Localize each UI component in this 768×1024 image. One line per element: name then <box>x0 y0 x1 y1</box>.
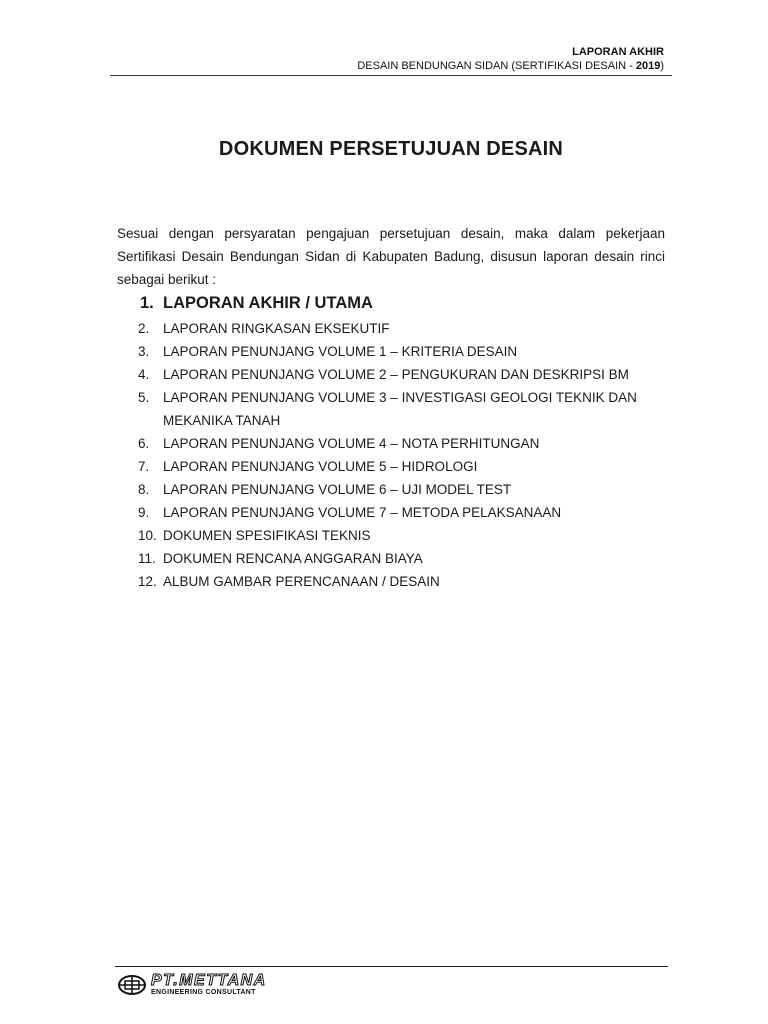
list-item-number: 2. <box>138 321 150 336</box>
document-list <box>117 290 677 593</box>
list-item-text: LAPORAN PENUNJANG VOLUME 3 – INVESTIGASI GEOLOGI TEKNIK DAN MEKANIKA TANAH <box>163 390 637 428</box>
list-item <box>117 547 677 570</box>
list-item <box>117 478 677 501</box>
list-item <box>117 570 677 593</box>
project-line-suffix: ) <box>660 60 664 72</box>
list-item-text: LAPORAN PENUNJANG VOLUME 7 – METODA PELAKSANAAN <box>163 505 562 520</box>
list-item-text: LAPORAN PENUNJANG VOLUME 5 – HIDROLOGI <box>163 459 478 474</box>
footer-divider <box>115 966 668 967</box>
page-title: DOKUMEN PERSETUJUAN DESAIN <box>218 138 564 160</box>
list-item-text: LAPORAN PENUNJANG VOLUME 4 – NOTA PERHITUNGAN <box>163 436 540 451</box>
mettana-logo-icon <box>117 974 147 996</box>
page-header <box>110 45 664 73</box>
list-item-number: 4. <box>138 367 150 382</box>
company-tagline: ENGINEERING CONSULTANT <box>151 989 256 996</box>
project-line-prefix: DESAIN BENDUNGAN SIDAN (SERTIFIKASI DESAIN - <box>357 60 636 72</box>
list-item-number: 11. <box>138 551 156 566</box>
list-item <box>117 363 677 386</box>
list-item-number: 1. <box>140 294 154 312</box>
list-item-text: LAPORAN PENUNJANG VOLUME 6 – UJI MODEL TEST <box>163 482 512 497</box>
list-item <box>117 317 677 340</box>
list-item-text: DOKUMEN RENCANA ANGGARAN BIAYA <box>163 551 423 566</box>
list-item-text: LAPORAN AKHIR / UTAMA <box>163 294 373 312</box>
list-item-text: DOKUMEN SPESIFIKASI TEKNIS <box>163 528 371 543</box>
project-year: 2019 <box>635 60 661 72</box>
list-item-number: 3. <box>138 344 150 359</box>
list-item-number: 7. <box>138 459 150 474</box>
list-item-text: LAPORAN RINGKASAN EKSEKUTIF <box>163 321 390 336</box>
list-item <box>117 386 677 432</box>
intro-paragraph: Sesuai dengan persyaratan pengajuan persetujuan desain, maka dalam pekerjaan Sertifikasi Desain Bendungan Sidan di Kabupaten Badung, disusun laporan desain rinci sebagai berikut : <box>117 226 665 287</box>
list-item-number: 8. <box>138 482 150 497</box>
project-line <box>110 59 664 73</box>
list-item <box>117 432 677 455</box>
list-item-number: 10. <box>138 528 157 543</box>
list-item-text: LAPORAN PENUNJANG VOLUME 1 – KRITERIA DESAIN <box>163 344 518 359</box>
list-item <box>117 340 677 363</box>
report-type-label: LAPORAN AKHIR <box>572 46 664 58</box>
list-item-text: LAPORAN PENUNJANG VOLUME 2 – PENGUKURAN DAN DESKRIPSI BM <box>163 367 629 382</box>
list-item <box>117 524 677 547</box>
list-item-number: 5. <box>138 390 150 405</box>
list-item <box>117 455 677 478</box>
list-item <box>117 290 677 316</box>
company-name: PT.METTANA <box>151 972 267 989</box>
list-item-text: ALBUM GAMBAR PERENCANAAN / DESAIN <box>163 574 440 589</box>
company-logo <box>117 973 267 997</box>
list-item-number: 6. <box>138 436 150 451</box>
list-item-number: 9. <box>138 505 150 520</box>
list-item-number: 12. <box>138 574 157 589</box>
header-divider <box>110 75 672 76</box>
list-item <box>117 501 677 524</box>
